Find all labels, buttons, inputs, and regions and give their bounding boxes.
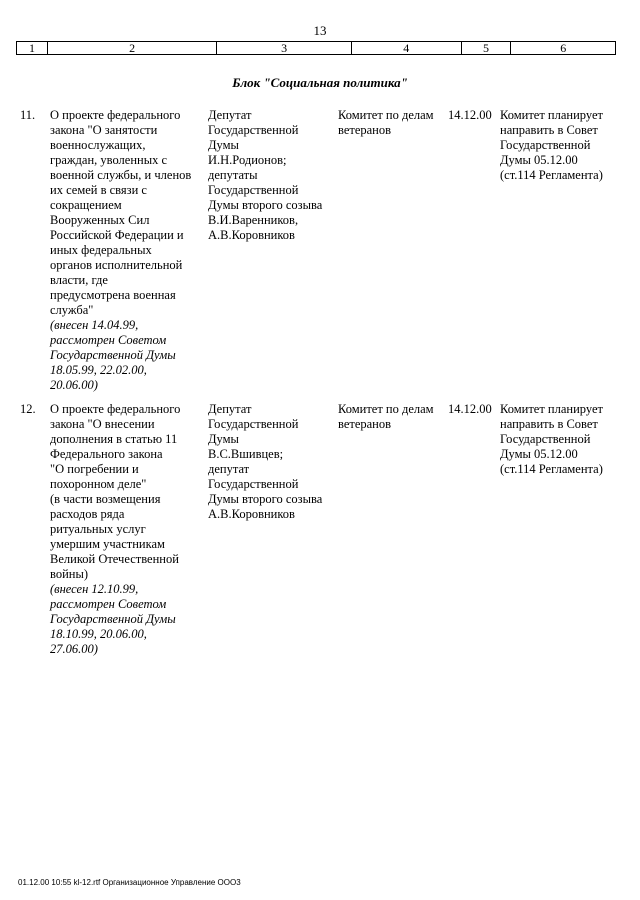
text-line: Думы 05.12.00 xyxy=(500,153,578,167)
text-line: (ст.114 Регламента) xyxy=(500,168,603,182)
section-title: Блок "Социальная политика" xyxy=(232,75,408,90)
text-line: иных федеральных xyxy=(50,243,152,257)
text-line: (внесен 12.10.99, xyxy=(50,582,139,596)
text-line: Думы 05.12.00 xyxy=(500,447,578,461)
responsible-committee xyxy=(338,108,448,138)
text-line: Государственной xyxy=(208,183,299,197)
text-line: (внесен 14.04.99, xyxy=(50,318,139,332)
committee-plan xyxy=(500,108,618,183)
entry-number: 11. xyxy=(20,108,36,122)
text-line: депутаты xyxy=(208,168,258,182)
text-line: направить в Совет xyxy=(500,417,598,431)
bill-submission-note xyxy=(50,582,200,657)
text-line: Думы xyxy=(208,432,239,446)
text-line: дополнения в статью 11 xyxy=(50,432,178,446)
text-line: служба" xyxy=(50,303,94,317)
text-line: А.В.Коровников xyxy=(208,507,295,521)
text-line: Комитет планирует xyxy=(500,402,603,416)
text-line: похоронном деле" xyxy=(50,477,147,491)
text-line: Думы второго созыва xyxy=(208,492,323,506)
bill-authors xyxy=(208,108,333,243)
text-line: предусмотрена военная xyxy=(50,288,176,302)
bill-authors xyxy=(208,402,333,522)
text-line: ритуальных услуг xyxy=(50,522,146,536)
text-line: закона "О внесении xyxy=(50,417,155,431)
text-line: Депутат xyxy=(208,402,252,416)
text-line: Государственной xyxy=(208,417,299,431)
text-line: Государственной xyxy=(500,432,591,446)
text-line: Государственной xyxy=(208,123,299,137)
text-line: умершим участникам xyxy=(50,537,165,551)
bill-title-text xyxy=(50,108,200,318)
text-line: Государственной xyxy=(500,138,591,152)
text-line: Комитет по делам xyxy=(338,108,434,122)
text-line: Думы второго созыва xyxy=(208,198,323,212)
text-line: Комитет по делам xyxy=(338,402,434,416)
text-line: Великой Отечественной xyxy=(50,552,179,566)
column-header-5: 5 xyxy=(461,42,511,54)
entry-number: 12. xyxy=(20,402,36,416)
text-line: Думы xyxy=(208,138,239,152)
committee-plan xyxy=(500,402,618,477)
text-line: депутат xyxy=(208,462,250,476)
column-header-2: 2 xyxy=(47,42,216,54)
text-line: военнослужащих, xyxy=(50,138,146,152)
text-line: ветеранов xyxy=(338,123,392,137)
review-date: 14.12.00 xyxy=(448,108,492,122)
column-header-6: 6 xyxy=(510,42,615,54)
text-line: (в части возмещения xyxy=(50,492,161,506)
text-line: Государственной Думы xyxy=(50,348,176,362)
text-line: В.С.Вшивцев; xyxy=(208,447,284,461)
text-line: А.В.Коровников xyxy=(208,228,295,242)
bill-title-text xyxy=(50,402,200,582)
text-line: Комитет планирует xyxy=(500,108,603,122)
bill-title xyxy=(50,402,200,657)
text-line: 18.05.99, 22.02.00, xyxy=(50,363,147,377)
text-line: направить в Совет xyxy=(500,123,598,137)
text-line: расходов ряда xyxy=(50,507,125,521)
text-line: Российской Федерации и xyxy=(50,228,184,242)
text-line: власти, где xyxy=(50,273,108,287)
responsible-committee xyxy=(338,402,448,432)
text-line: О проекте федерального xyxy=(50,402,181,416)
document-footer: 01.12.00 10:55 kl-12.rtf Организационное Управление ООО3 xyxy=(18,878,241,887)
text-line: (ст.114 Регламента) xyxy=(500,462,603,476)
text-line: рассмотрен Советом xyxy=(50,597,167,611)
text-line: Вооруженных Сил xyxy=(50,213,150,227)
column-header-1: 1 xyxy=(28,41,35,55)
text-line: И.Н.Родионов; xyxy=(208,153,287,167)
column-header-4: 4 xyxy=(351,42,461,54)
bill-submission-note xyxy=(50,318,200,393)
text-line: Государственной xyxy=(208,477,299,491)
page-number: 13 xyxy=(313,23,327,38)
text-line: Государственной Думы xyxy=(50,612,176,626)
text-line: рассмотрен Советом xyxy=(50,333,167,347)
text-line: их семей в связи с xyxy=(50,183,147,197)
review-date: 14.12.00 xyxy=(448,402,492,416)
bill-title xyxy=(50,108,200,393)
column-header-row xyxy=(16,41,616,55)
text-line: 20.06.00) xyxy=(50,378,98,392)
text-line: Депутат xyxy=(208,108,252,122)
text-line: закона "О занятости xyxy=(50,123,158,137)
text-line: Федерального закона xyxy=(50,447,163,461)
text-line: В.И.Варенников, xyxy=(208,213,299,227)
column-header-3: 3 xyxy=(216,42,351,54)
text-line: граждан, уволенных с xyxy=(50,153,168,167)
text-line: ветеранов xyxy=(338,417,392,431)
text-line: военной службы, и членов xyxy=(50,168,192,182)
text-line: О проекте федерального xyxy=(50,108,181,122)
text-line: войны) xyxy=(50,567,89,581)
text-line: "О погребении и xyxy=(50,462,139,476)
text-line: 27.06.00) xyxy=(50,642,98,656)
text-line: сокращением xyxy=(50,198,122,212)
text-line: органов исполнительной xyxy=(50,258,183,272)
text-line: 18.10.99, 20.06.00, xyxy=(50,627,147,641)
